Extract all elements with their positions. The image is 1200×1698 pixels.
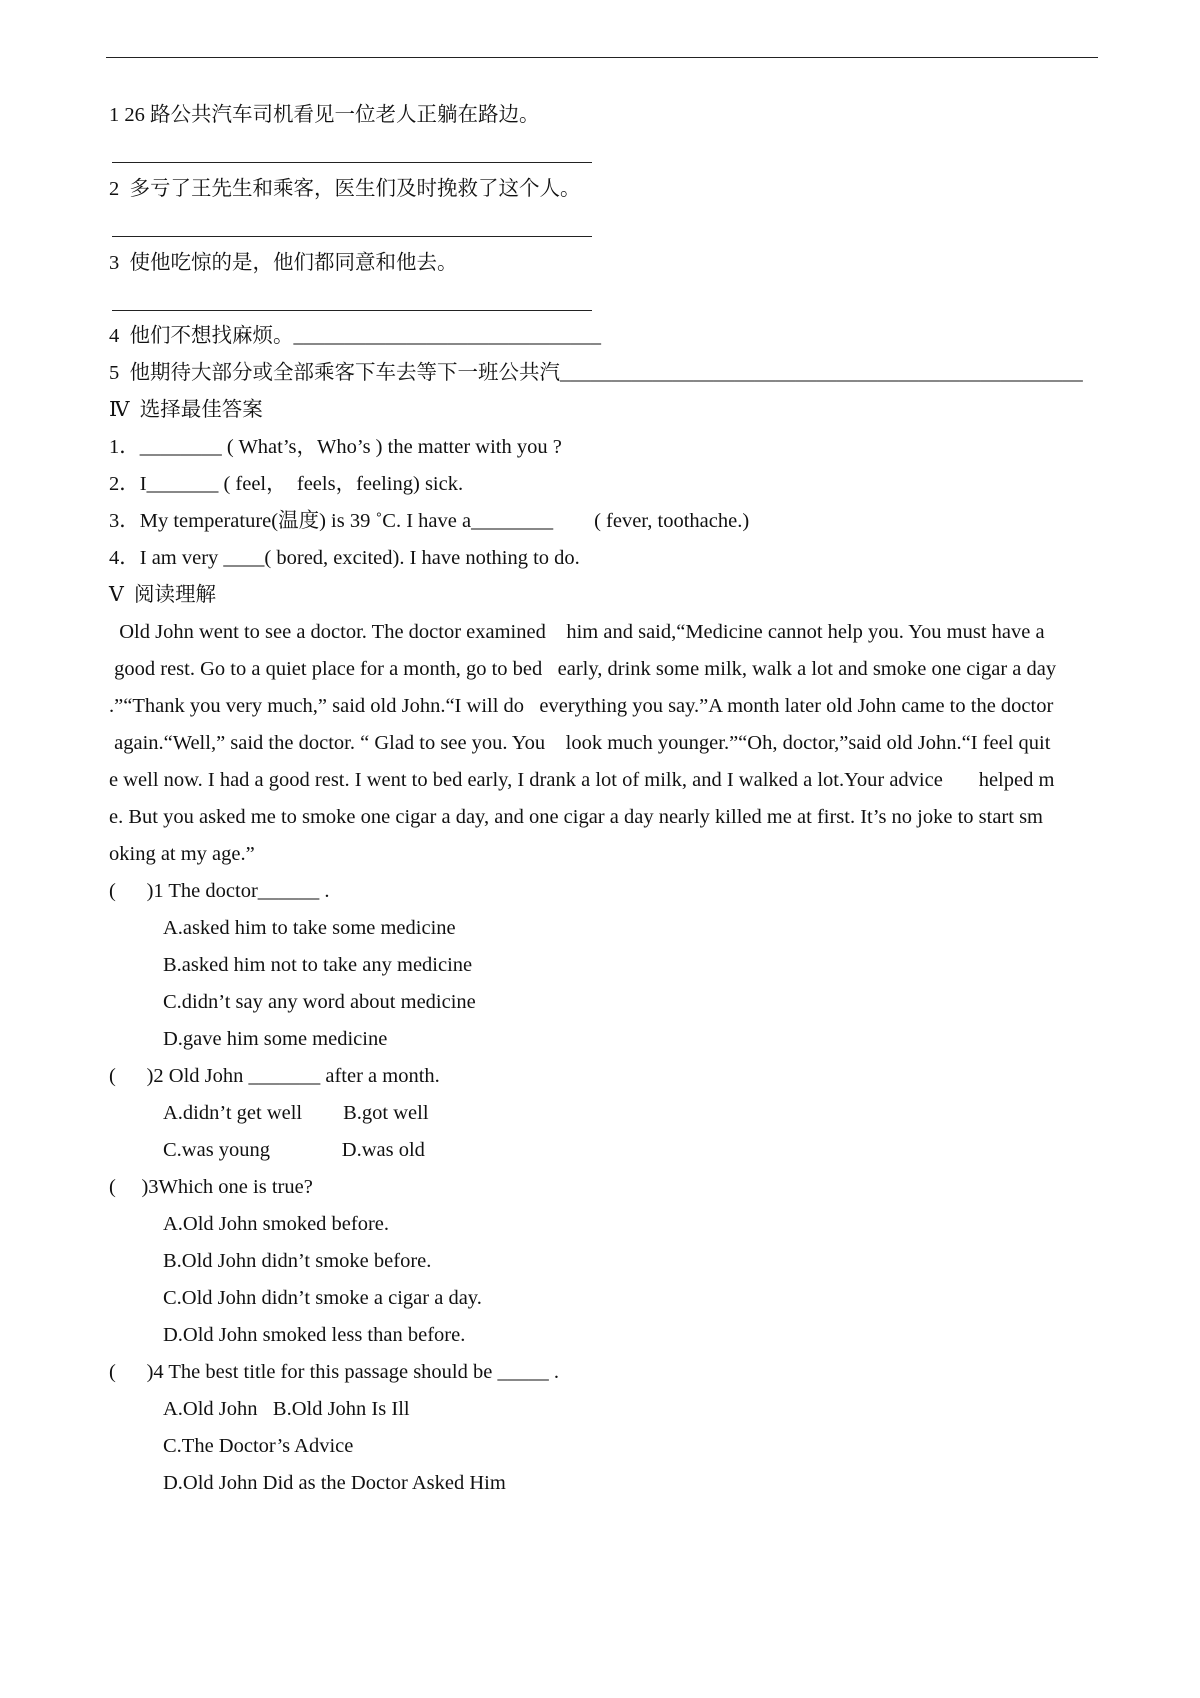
question-2-options-ab: A.didn’t get well B.got well bbox=[163, 1102, 429, 1124]
header-rule bbox=[106, 57, 1098, 58]
translation-item-3: 3 使他吃惊的是，他们都同意和他去。 bbox=[109, 252, 458, 274]
translation-item-2: 2 多亏了王先生和乘客，医生们及时挽救了这个人。 bbox=[109, 178, 581, 200]
question-3-option-b: B.Old John didn’t smoke before. bbox=[163, 1250, 432, 1272]
passage-line: good rest. Go to a quiet place for a month, go to bed early, drink some milk, walk a lot and smoke one cigar a day bbox=[109, 658, 1057, 680]
passage-line: e well now. I had a good rest. I went to bed early, I drank a lot of milk, and I walked a lot.Your advice helped m bbox=[109, 769, 1055, 791]
choice-item-1: 1．________ ( What’s，Who’s ) the matter with you ? bbox=[109, 436, 562, 458]
question-4-stem: ( )4 The best title for this passage should be _____ . bbox=[109, 1361, 559, 1383]
question-1-stem: ( )1 The doctor______ . bbox=[109, 880, 330, 902]
question-2-options-cd: C.was young D.was old bbox=[163, 1139, 425, 1161]
passage-line: oking at my age.” bbox=[109, 843, 255, 865]
question-2-stem: ( )2 Old John _______ after a month. bbox=[109, 1065, 440, 1087]
translation-item-4: 4 他们不想找麻烦。______________________________ bbox=[109, 325, 601, 347]
question-4-option-d: D.Old John Did as the Doctor Asked Him bbox=[163, 1472, 506, 1494]
translation-item-1: 1 26 路公共汽车司机看见一位老人正躺在路边。 bbox=[109, 104, 540, 126]
question-4-options-ab: A.Old John B.Old John Is Ill bbox=[163, 1398, 410, 1420]
question-4-option-c: C.The Doctor’s Advice bbox=[163, 1435, 354, 1457]
section-4-heading: Ⅳ 选择最佳答案 bbox=[109, 399, 263, 421]
question-1-option-a: A.asked him to take some medicine bbox=[163, 917, 456, 939]
translation-item-5: 5 他期待大部分或全部乘客下车去等下一班公共汽___________________________________________________ bbox=[109, 362, 1083, 384]
question-3-stem: ( )3Which one is true? bbox=[109, 1176, 313, 1198]
section-5-heading: Ⅴ 阅读理解 bbox=[109, 584, 217, 606]
question-1-option-c: C.didn’t say any word about medicine bbox=[163, 991, 476, 1013]
passage-line: .”“Thank you very much,” said old John.“I will do everything you say.”A month later old John came to the doctor bbox=[109, 695, 1054, 717]
passage-line: Old John went to see a doctor. The doctor examined him and said,“Medicine cannot help you. You must have a bbox=[109, 621, 1045, 643]
answer-blank-1[interactable] bbox=[112, 162, 592, 163]
question-3-option-d: D.Old John smoked less than before. bbox=[163, 1324, 466, 1346]
answer-blank-2[interactable] bbox=[112, 236, 592, 237]
passage-line: e. But you asked me to smoke one cigar a day, and one cigar a day nearly killed me at first. It’s no joke to start sm bbox=[109, 806, 1044, 828]
question-1-option-b: B.asked him not to take any medicine bbox=[163, 954, 473, 976]
choice-item-4: 4．I am very ____( bored, excited). I have nothing to do. bbox=[109, 547, 580, 569]
question-1-option-d: D.gave him some medicine bbox=[163, 1028, 388, 1050]
question-3-option-c: C.Old John didn’t smoke a cigar a day. bbox=[163, 1287, 482, 1309]
answer-blank-3[interactable] bbox=[112, 310, 592, 311]
choice-item-2: 2．I_______ ( feel， feels，feeling) sick. bbox=[109, 473, 464, 495]
question-3-option-a: A.Old John smoked before. bbox=[163, 1213, 390, 1235]
passage-line: again.“Well,” said the doctor. “ Glad to see you. You look much younger.”“Oh, doctor,”said old John.“I feel quit bbox=[109, 732, 1051, 754]
choice-item-3: 3．My temperature(温度) is 39 ˚C. I have a________ ( fever, toothache.) bbox=[109, 510, 750, 532]
